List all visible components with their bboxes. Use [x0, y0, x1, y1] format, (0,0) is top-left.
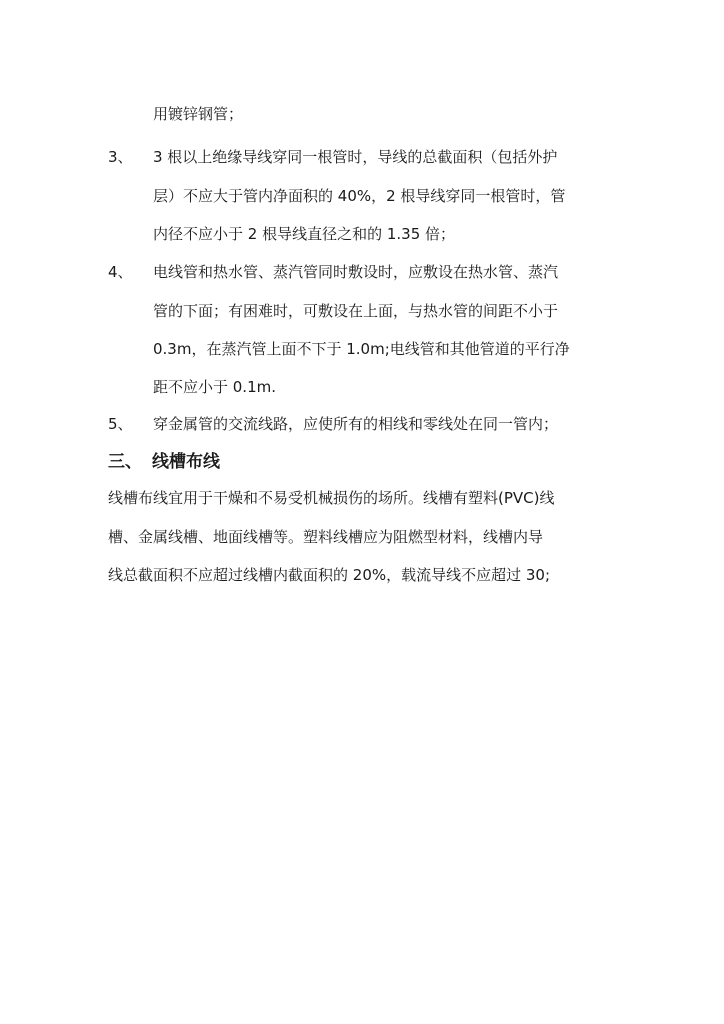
list-item-text-line: 0.3m，在蒸汽管上面不下于 1.0m;电线管和其他管道的平行净	[153, 340, 570, 358]
list-item-text-line: 层）不应大于管内净面积的 40%，2 根导线穿同一根管时，管	[153, 187, 566, 205]
list-item-number: 4、	[108, 263, 133, 281]
list-item-text-line: 距不应小于 0.1m.	[153, 378, 277, 396]
list-item-text-line: 穿金属管的交流线路，应使所有的相线和零线处在同一管内；	[153, 415, 559, 433]
paragraph-line: 线总截面积不应超过线槽内截面积的 20%，载流导线不应超过 30;	[108, 566, 551, 584]
list-item-text-line: 电线管和热水管、蒸汽管同时敷设时，应敷设在热水管、蒸汽	[153, 263, 559, 281]
section-number: 三、	[108, 452, 142, 472]
list-item-number: 5、	[108, 415, 133, 433]
list-item-continuation: 用镀锌钢管；	[153, 105, 244, 123]
paragraph-line: 线槽布线宜用于干燥和不易受机械损伤的场所。线槽有塑料(PVC)线	[108, 489, 555, 507]
list-item-number: 3、	[108, 148, 133, 166]
list-item-text-line: 内径不应小于 2 根导线直径之和的 1.35 倍；	[153, 225, 456, 243]
section-heading	[108, 451, 220, 473]
section-title: 线槽布线	[152, 452, 220, 472]
list-item-text-line: 管的下面；有困难时，可敷设在上面，与热水管的间距不小于	[153, 302, 559, 320]
paragraph-line: 槽、金属线槽、地面线槽等。塑料线槽应为阻燃型材料，线槽内导	[108, 528, 544, 546]
list-item-text-line: 3 根以上绝缘导线穿同一根管时，导线的总截面积（包括外护	[153, 148, 558, 166]
